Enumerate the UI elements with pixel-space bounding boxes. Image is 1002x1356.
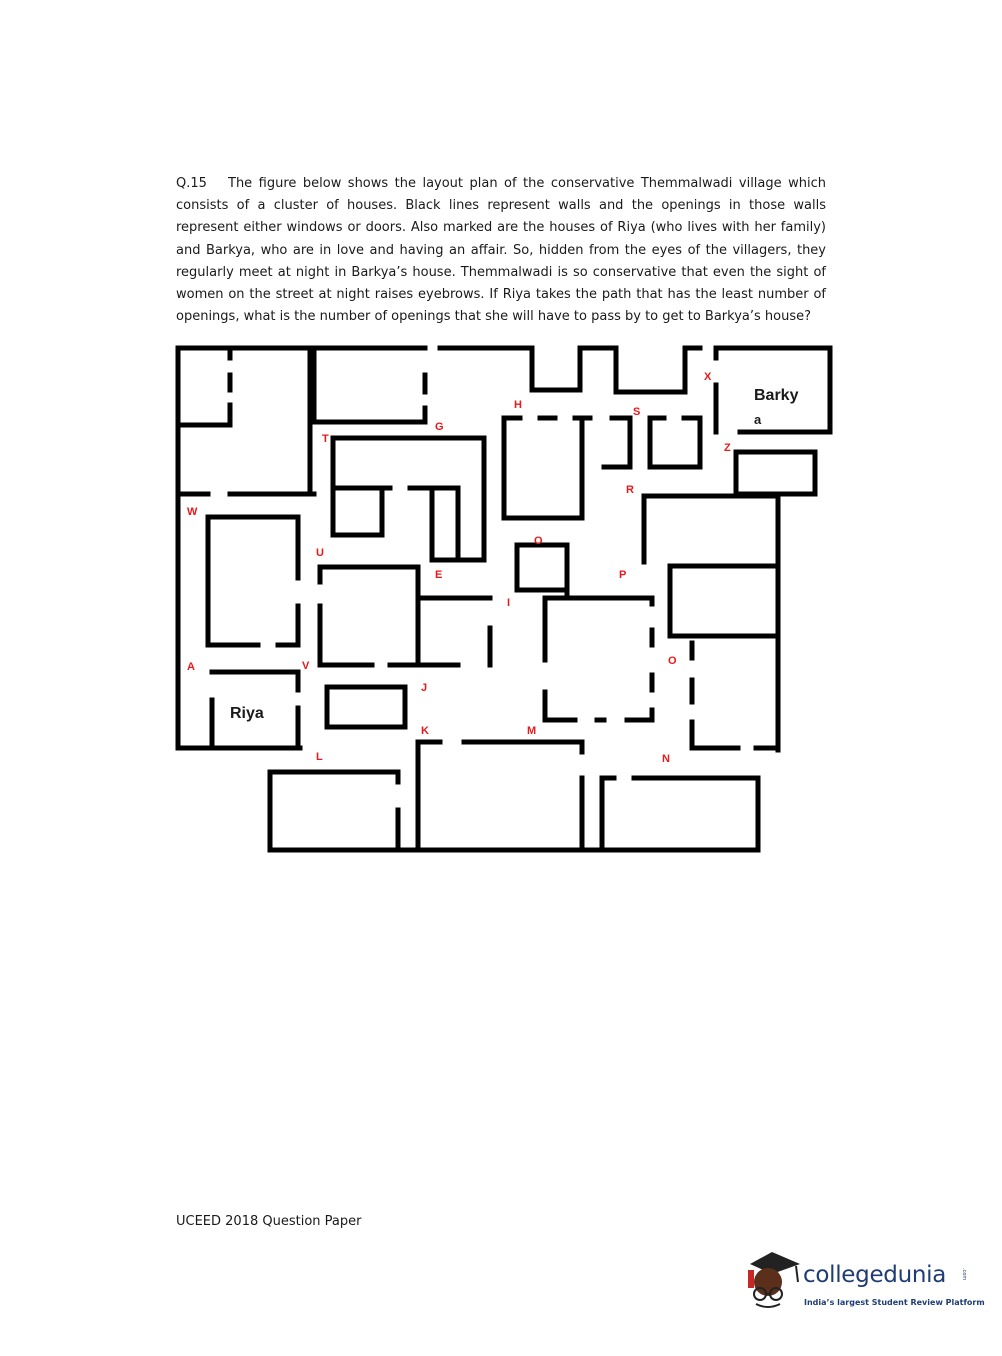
question-number: Q.15 bbox=[176, 176, 207, 191]
label-u: U bbox=[316, 547, 324, 559]
label-m: M bbox=[527, 725, 537, 737]
label-i: I bbox=[507, 597, 511, 609]
logo-tagline: India’s largest Student Review Platform bbox=[804, 1298, 985, 1307]
label-j: J bbox=[421, 682, 428, 694]
label-h: H bbox=[514, 399, 522, 411]
label-k: K bbox=[421, 725, 429, 737]
label-x: X bbox=[704, 371, 712, 383]
label-o-right: O bbox=[668, 655, 677, 667]
walls bbox=[178, 348, 830, 850]
label-g: G bbox=[435, 421, 444, 433]
logo-com-suffix: .com bbox=[961, 1268, 967, 1281]
label-t: T bbox=[322, 433, 329, 445]
mascot-icon bbox=[742, 1250, 804, 1320]
label-n: N bbox=[662, 753, 670, 765]
label-v: V bbox=[302, 660, 310, 672]
question-body: The figure below shows the layout plan of the conservative Themmalwadi village which consists of a cluster of houses. Black lines represent walls and the openings in those walls represent either windows or doors. Also marked are the houses of Riya (who lives with her family) and Barkya, who are in love and having an affair. So, hidden from the eyes of the villagers, they regularly meet at night in Barkya’s house. Themmalwadi is so conservative that even the sight of women on the street at night raises eyebrows. If Riya takes the path that has the least number of openings, what is the number of openings that she will have to pass by to get to Barkya’s house? bbox=[176, 176, 826, 325]
label-w: W bbox=[187, 506, 198, 518]
label-l: L bbox=[316, 751, 323, 763]
footer-source: UCEED 2018 Question Paper bbox=[176, 1214, 362, 1229]
label-a: A bbox=[187, 661, 195, 673]
barkya-house-label-line1: Barky bbox=[754, 387, 799, 404]
label-o-center: O bbox=[534, 535, 543, 547]
riya-house-label: Riya bbox=[230, 705, 264, 722]
barkya-house-label-line2: a bbox=[754, 412, 762, 427]
label-r: R bbox=[626, 484, 634, 496]
logo-brand-text: collegedunia bbox=[803, 1262, 947, 1288]
label-z: Z bbox=[724, 442, 731, 454]
label-s: S bbox=[633, 406, 641, 418]
label-e: E bbox=[435, 569, 443, 581]
label-p: P bbox=[619, 569, 627, 581]
